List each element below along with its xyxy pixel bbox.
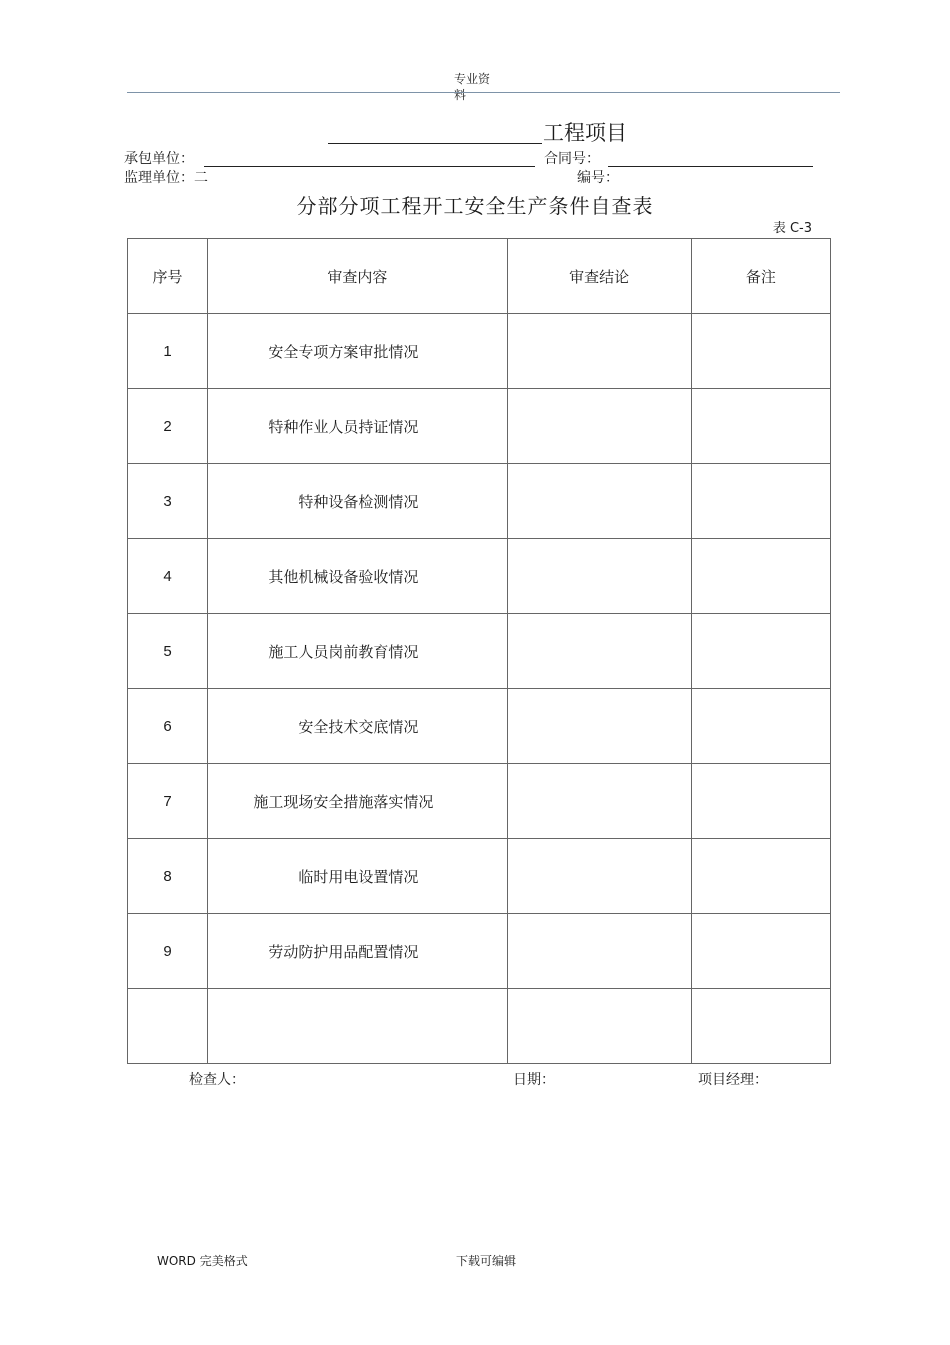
row-number: 1 xyxy=(128,314,208,389)
table-row xyxy=(128,314,831,389)
contractor-blank xyxy=(204,166,535,167)
row-remarks-cell[interactable] xyxy=(691,764,830,839)
row-item: 特种作业人员持证情况 xyxy=(208,389,507,464)
contract-no-blank xyxy=(608,166,813,167)
row-conclusion-cell[interactable] xyxy=(507,314,691,389)
project-title: 工程项目 xyxy=(543,121,627,145)
row-item: 临时用电设置情况 xyxy=(208,839,507,914)
row-remarks-cell[interactable] xyxy=(691,614,830,689)
document-title: 分部分项工程开工安全生产条件自查表 xyxy=(296,194,654,218)
table-row xyxy=(128,539,831,614)
row-item: 施工现场安全措施落实情况 xyxy=(208,764,507,839)
table-row xyxy=(128,764,831,839)
row-number: 5 xyxy=(128,614,208,689)
row-number: 8 xyxy=(128,839,208,914)
serial-no-label: 编号： xyxy=(577,170,619,186)
header-rule xyxy=(127,92,840,93)
row-number: 2 xyxy=(128,389,208,464)
table-row xyxy=(128,914,831,989)
row-number: 6 xyxy=(128,689,208,764)
row-conclusion-cell[interactable] xyxy=(507,689,691,764)
table-row xyxy=(128,839,831,914)
footer-center-text: 下载可编辑 xyxy=(456,1254,517,1268)
table-row xyxy=(128,614,831,689)
table-row xyxy=(128,389,831,464)
supervisor-label: 监理单位：二 xyxy=(124,170,208,186)
row-remarks-cell[interactable] xyxy=(691,389,830,464)
contractor-label: 承包单位： xyxy=(124,151,194,167)
row-number: 9 xyxy=(128,914,208,989)
project-manager-label: 项目经理： xyxy=(698,1072,768,1088)
table-header-row xyxy=(128,239,831,314)
row-item xyxy=(208,989,507,1064)
row-conclusion-cell[interactable] xyxy=(507,389,691,464)
header-text-line2: 料 xyxy=(454,88,467,102)
row-remarks-cell[interactable] xyxy=(691,314,830,389)
row-item: 安全技术交底情况 xyxy=(208,689,507,764)
row-item: 施工人员岗前教育情况 xyxy=(208,614,507,689)
row-remarks-cell[interactable] xyxy=(691,914,830,989)
row-conclusion-cell[interactable] xyxy=(507,764,691,839)
header-content: 审查内容 xyxy=(208,239,507,314)
header-text-line1: 专业资 xyxy=(454,72,491,86)
row-conclusion-cell[interactable] xyxy=(507,539,691,614)
row-remarks-cell[interactable] xyxy=(691,689,830,764)
header-conclusion: 审查结论 xyxy=(507,239,691,314)
row-remarks-cell[interactable] xyxy=(691,839,830,914)
header-serial: 序号 xyxy=(128,239,208,314)
row-remarks-cell[interactable] xyxy=(691,989,830,1064)
table-row xyxy=(128,989,831,1064)
table-code: 表 C-3 xyxy=(772,221,812,236)
row-conclusion-cell[interactable] xyxy=(507,464,691,539)
date-label: 日期： xyxy=(513,1072,555,1088)
contract-no-label: 合同号： xyxy=(544,151,600,167)
project-name-blank xyxy=(328,143,542,144)
inspector-label: 检查人： xyxy=(189,1072,245,1088)
row-conclusion-cell[interactable] xyxy=(507,839,691,914)
footer-left-text: WORD 完美格式 xyxy=(157,1254,248,1268)
row-number xyxy=(128,989,208,1064)
row-number: 7 xyxy=(128,764,208,839)
row-remarks-cell[interactable] xyxy=(691,539,830,614)
row-number: 3 xyxy=(128,464,208,539)
row-number: 4 xyxy=(128,539,208,614)
table-row xyxy=(128,464,831,539)
inspection-table xyxy=(127,238,831,1064)
row-conclusion-cell[interactable] xyxy=(507,614,691,689)
row-conclusion-cell[interactable] xyxy=(507,914,691,989)
row-conclusion-cell[interactable] xyxy=(507,989,691,1064)
row-item: 特种设备检测情况 xyxy=(208,464,507,539)
row-item: 其他机械设备验收情况 xyxy=(208,539,507,614)
header-remarks: 备注 xyxy=(691,239,830,314)
row-item: 劳动防护用品配置情况 xyxy=(208,914,507,989)
row-item: 安全专项方案审批情况 xyxy=(208,314,507,389)
table-row xyxy=(128,689,831,764)
row-remarks-cell[interactable] xyxy=(691,464,830,539)
